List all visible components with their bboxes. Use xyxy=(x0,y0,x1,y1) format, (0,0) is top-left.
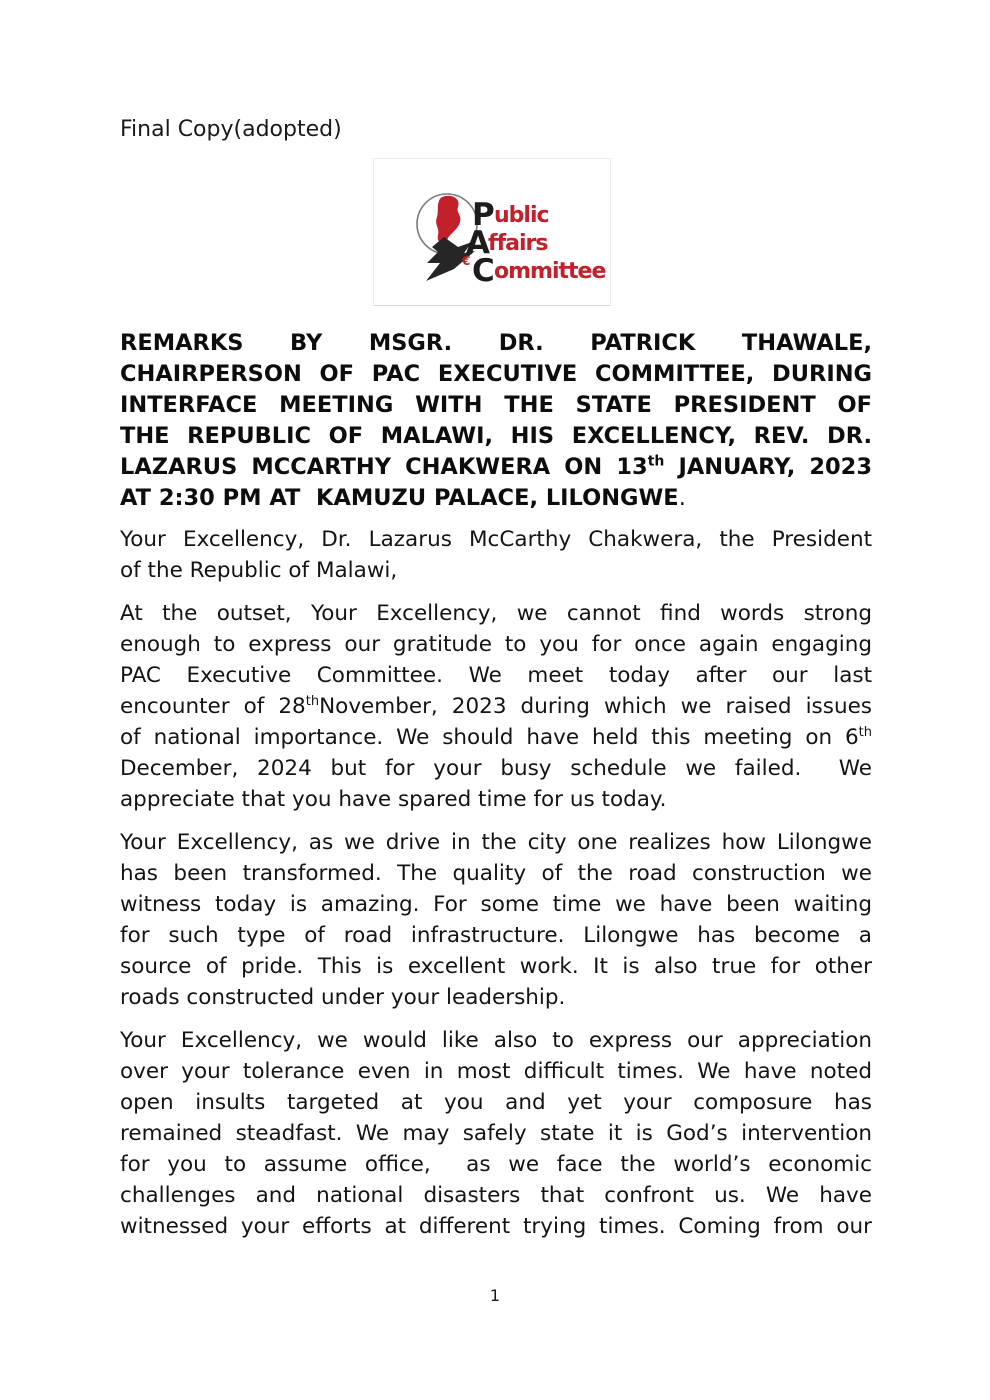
text-line xyxy=(120,784,872,815)
text-segment: November, 2023 during which we raised issues xyxy=(319,694,872,719)
text-line xyxy=(120,452,872,483)
text-line xyxy=(120,920,872,951)
text-segment: open insults targeted at you and yet your composure has xyxy=(120,1090,872,1115)
text-line xyxy=(120,421,872,452)
logo-letter-p: P xyxy=(472,197,494,233)
text-line xyxy=(120,359,872,390)
pac-logo xyxy=(373,158,611,306)
text-segment: enough to express our gratitude to you for once again engaging xyxy=(120,632,872,657)
logo-letter-c: C xyxy=(472,253,494,289)
text-line xyxy=(120,483,872,514)
text-line xyxy=(120,1211,872,1242)
text-segment: for such type of road infrastructure. Lilongwe has become a xyxy=(120,923,872,948)
superscript-text: th xyxy=(305,693,320,709)
text-line xyxy=(120,1180,872,1211)
superscript-text: th xyxy=(647,453,665,470)
text-segment: INTERFACE MEETING WITH THE STATE PRESIDENT OF xyxy=(120,392,872,418)
text-segment: At the outset, Your Excellency, we cannot find words strong xyxy=(120,601,872,626)
text-line xyxy=(120,1025,872,1056)
logo-word-affairs: ffairs xyxy=(488,231,548,256)
text-line xyxy=(120,328,872,359)
text-segment: source of pride. This is excellent work. It is also true for other xyxy=(120,954,872,979)
text-segment: . xyxy=(678,485,686,511)
paragraph xyxy=(120,524,872,586)
text-line xyxy=(120,722,872,753)
logo-word-committee: ommittee xyxy=(494,259,606,284)
paragraph xyxy=(120,598,872,815)
text-segment: THE REPUBLIC OF MALAWI, HIS EXCELLENCY, REV. DR. xyxy=(120,423,872,449)
text-line xyxy=(120,1149,872,1180)
text-segment: of national importance. We should have held this meeting on 6 xyxy=(120,725,859,750)
text-line xyxy=(120,889,872,920)
paragraph xyxy=(120,1025,872,1242)
paragraphs xyxy=(120,524,872,1242)
text-line xyxy=(120,1087,872,1118)
text-line xyxy=(120,390,872,421)
text-line xyxy=(120,982,872,1013)
text-segment: Your Excellency, as we drive in the city one realizes how Lilongwe xyxy=(120,830,872,855)
logo-letter-a: A xyxy=(466,225,489,261)
text-segment: Your Excellency, we would like also to express our appreciation xyxy=(120,1028,872,1053)
document-title xyxy=(120,328,872,514)
text-segment: for you to assume office, as we face the world’s economic xyxy=(120,1152,872,1177)
text-segment: over your tolerance even in most difficult times. We have noted xyxy=(120,1059,872,1084)
text-segment: December, 2024 but for your busy schedule we failed. We xyxy=(120,756,872,781)
text-segment: CHAIRPERSON OF PAC EXECUTIVE COMMITTEE, DURING xyxy=(120,361,872,387)
text-line xyxy=(120,827,872,858)
text-segment: has been transformed. The quality of the road construction we xyxy=(120,861,872,886)
text-segment: PAC Executive Committee. We meet today after our last xyxy=(120,663,872,688)
text-line xyxy=(120,629,872,660)
text-segment: roads constructed under your leadership. xyxy=(120,985,566,1010)
logo-word-public: ublic xyxy=(494,203,549,228)
text-segment: JANUARY, 2023 xyxy=(664,454,872,480)
text-line xyxy=(120,753,872,784)
text-line xyxy=(120,691,872,722)
text-line xyxy=(120,598,872,629)
text-segment: remained steadfast. We may safely state it is God’s intervention xyxy=(120,1121,872,1146)
text-line xyxy=(120,951,872,982)
text-segment: of the Republic of Malawi, xyxy=(120,558,398,583)
euro-mark-icon: € xyxy=(462,254,471,268)
text-line xyxy=(120,524,872,555)
page-number: 1 xyxy=(489,1286,501,1305)
text-segment: witnessed your efforts at different trying times. Coming from our xyxy=(120,1214,872,1239)
text-line xyxy=(120,555,872,586)
text-segment: LAZARUS MCCARTHY CHAKWERA ON 13 xyxy=(120,454,648,480)
text-line xyxy=(120,660,872,691)
paragraph xyxy=(120,827,872,1013)
text-segment: witness today is amazing. For some time we have been waiting xyxy=(120,892,872,917)
text-segment: Your Excellency, Dr. Lazarus McCarthy Chakwera, the President xyxy=(120,527,872,552)
text-line xyxy=(120,858,872,889)
text-segment: appreciate that you have spared time for us today. xyxy=(120,787,667,812)
superscript-text: th xyxy=(858,724,872,740)
text-segment: REMARKS BY MSGR. DR. PATRICK THAWALE, xyxy=(120,330,872,356)
pac-logo-icon xyxy=(414,187,610,291)
text-segment: encounter of 28 xyxy=(120,694,306,719)
text-line xyxy=(120,1056,872,1087)
text-line xyxy=(120,1118,872,1149)
text-segment: challenges and national disasters that confront us. We have xyxy=(120,1183,872,1208)
text-segment: AT 2:30 PM AT KAMUZU PALACE, LILONGWE xyxy=(120,485,679,511)
header-note: Final Copy(adopted) xyxy=(120,117,342,142)
